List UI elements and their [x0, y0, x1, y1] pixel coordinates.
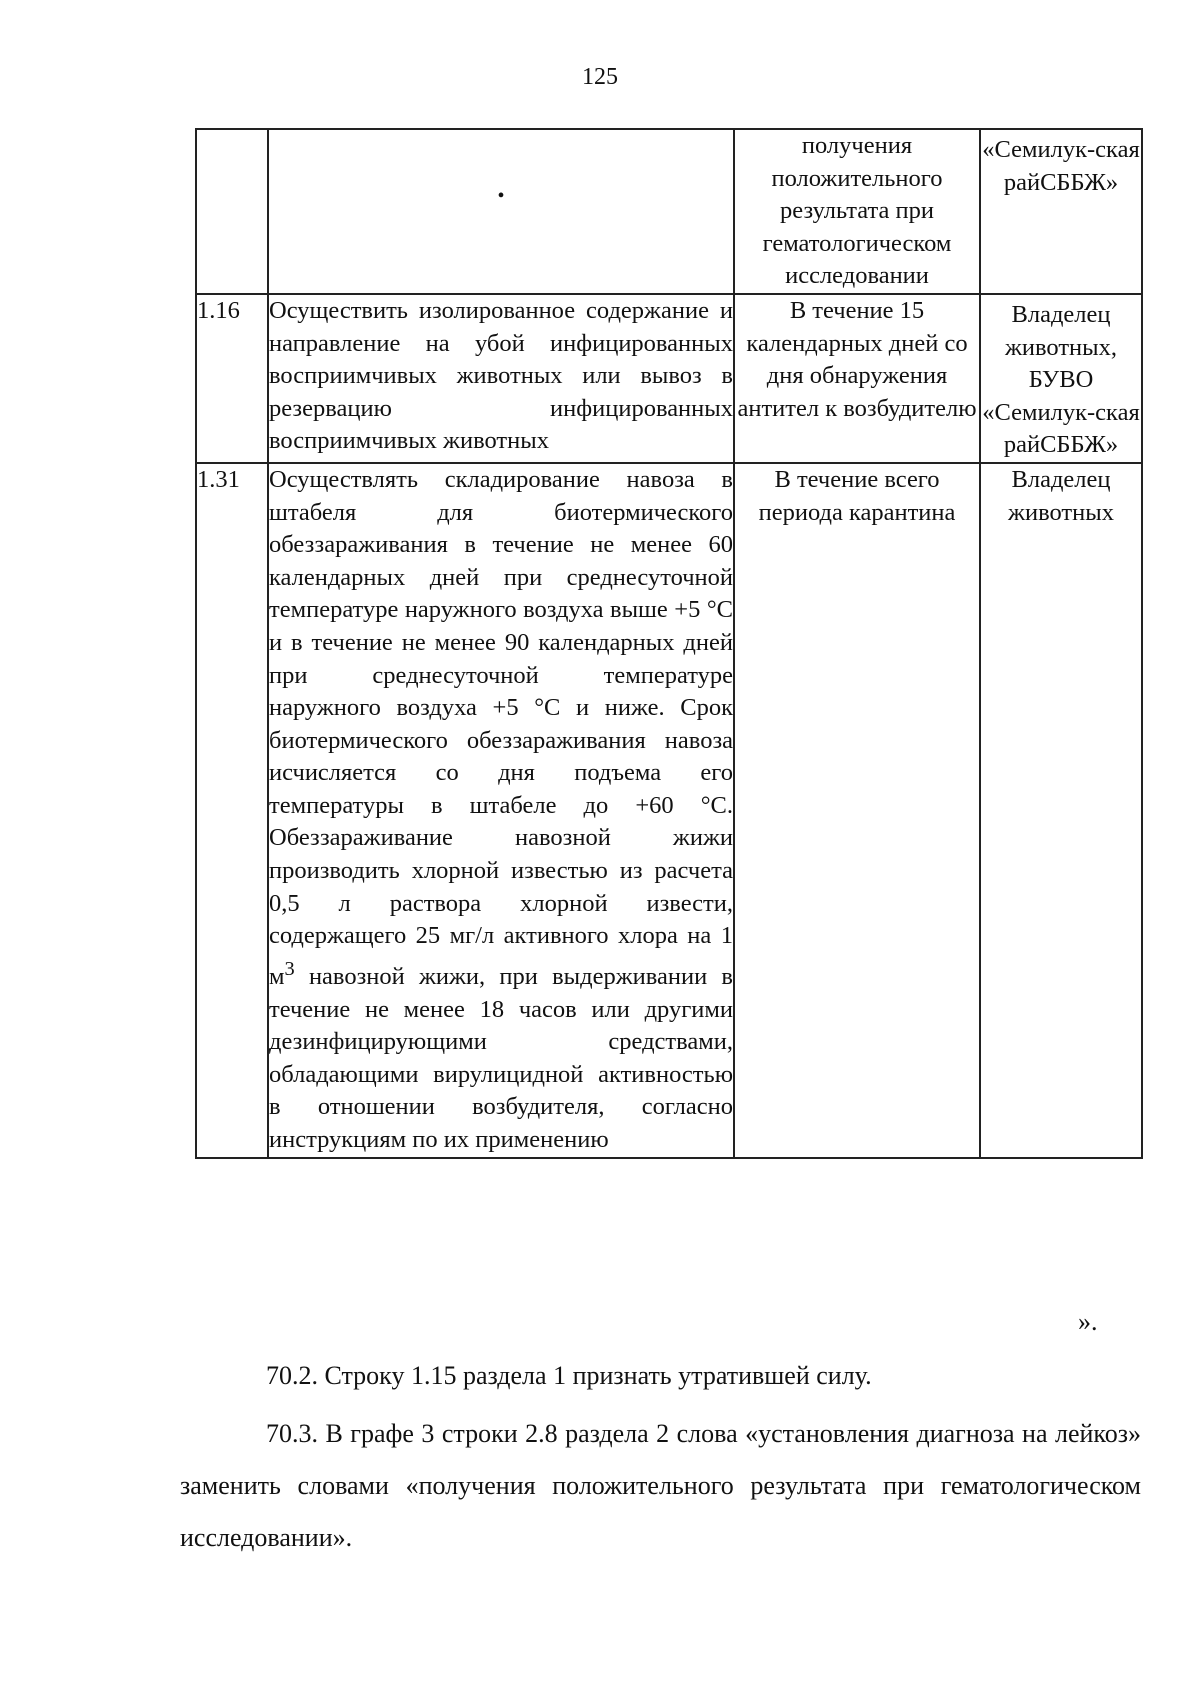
stray-mark: •	[497, 185, 505, 207]
action-text: Осуществлять складирование навоза в штабеля для биотермического обеззараживания в течение не менее 60 календарных дней при среднесуточной температуре наружного воздуха выше +5 °С и в течение не менее 90 календарных дней при среднесуточной температуре наружного воздуха +5 °С и ниже. Срок биотермического обеззараживания навоза исчисляется со дня подъема его температуры в штабеле до +60 °С. Обеззараживание навозной жижи производить хлорной известью из расчета 0,5 л раствора хлорной извести, содержащего 25 мг/л активного хлора на 1 м	[269, 465, 733, 990]
paragraph-70-2: 70.2. Строку 1.15 раздела 1 признать утратившей силу.	[266, 1361, 872, 1390]
term-cell: получения положительного результата при гематологическом исследовании	[734, 129, 980, 294]
superscript-3: 3	[284, 957, 295, 980]
responsible-cell: Владелец животных, БУВО «Семилук-ская райСББЖ»	[980, 294, 1142, 463]
term-cell: В течение всего периода карантина	[734, 463, 980, 1158]
responsible-cell: «Семилук-ская райСББЖ»	[980, 129, 1142, 294]
row-number-cell: 1.31	[196, 463, 268, 1158]
table-row	[196, 463, 1142, 1158]
paragraph-70-3: 70.3. В графе 3 строки 2.8 раздела 2 слова «установления диагноза на лейкоз» заменить словами «получения положительного результата при гематологическом исследовании».	[180, 1419, 1141, 1552]
action-text-tail: навозной жижи, при выдерживании в течение не менее 18 часов или другими дезинфицирующими средствами, обладающими вирулицидной активностью в отношении возбудителя, согласно инструкциям по их применению	[269, 963, 733, 1153]
row-number-cell	[196, 129, 268, 294]
term-cell: В течение 15 календарных дней со дня обнаружения антител к возбудителю	[734, 294, 980, 463]
table-row	[196, 294, 1142, 463]
measures-table	[195, 128, 1143, 1159]
row-number-cell: 1.16	[196, 294, 268, 463]
action-cell	[268, 463, 734, 1158]
responsible-cell: Владелец животных	[980, 463, 1142, 1158]
action-cell: Осуществить изолированное содержание и направление на убой инфицированных восприимчивых животных или вывоз в резервацию инфицированных восприимчивых животных	[268, 294, 734, 463]
action-cell	[268, 129, 734, 294]
page-number: 125	[582, 64, 618, 90]
closing-quote: ».	[1078, 1307, 1098, 1336]
table-row-continuation	[196, 129, 1142, 294]
